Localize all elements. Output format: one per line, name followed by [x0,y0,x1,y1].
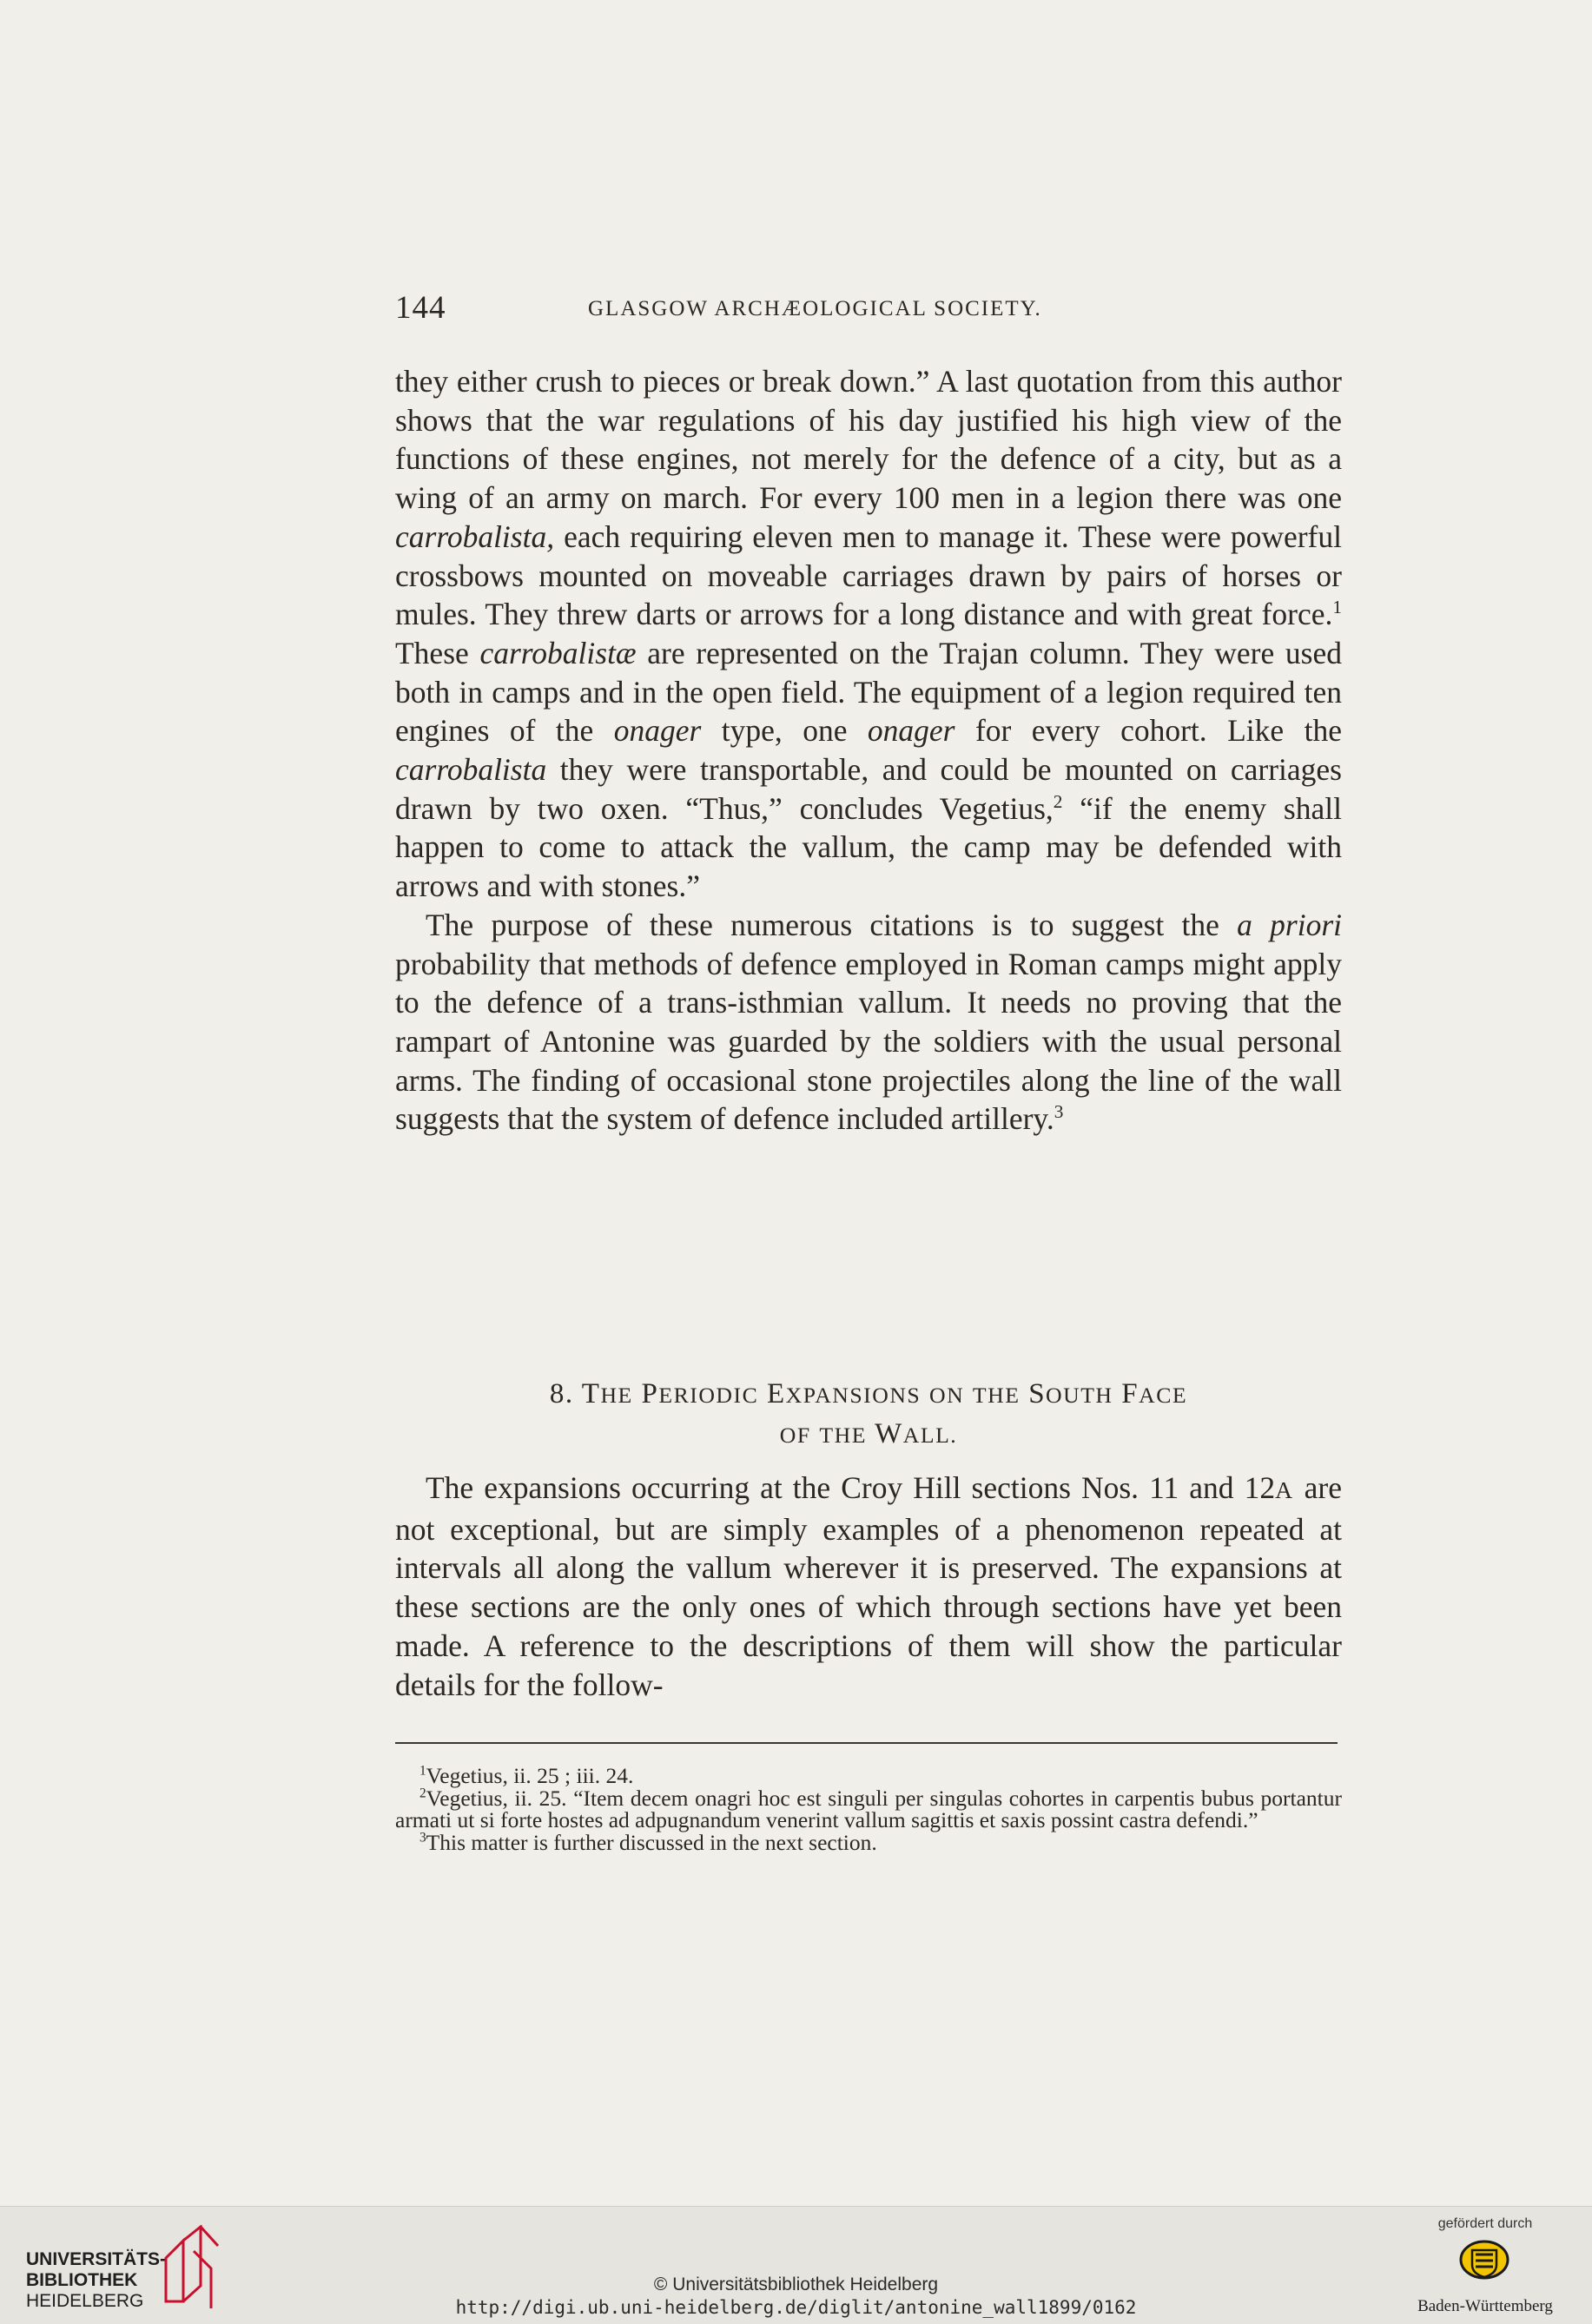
italic-term: onager [867,713,955,749]
footnote-ref[interactable]: 1 [1332,597,1342,618]
italic-term: carrobalista, [395,518,555,554]
cap: S [1028,1378,1047,1410]
cap: F [1121,1378,1140,1410]
smallcaps: A [1275,1476,1294,1503]
running-title: GLASGOW ARCHÆOLOGICAL SOCIETY. [588,297,1042,320]
paragraph [395,1469,1342,1704]
footnote-mark: 2 [419,1786,426,1800]
footnote-text: Vegetius, ii. 25 ; iii. 24. [426,1763,634,1788]
permalink[interactable]: http://digi.ub.uni-heidelberg.de/diglit/antonine_wall1899/0162 [455,2297,1137,2318]
coat-of-arms-icon[interactable] [1459,2239,1509,2281]
paragraph [395,906,1342,1139]
footnote [395,1829,1342,1855]
footnote-text: This matter is further discussed in the next section. [426,1829,877,1855]
text-run: they either crush to pieces or break down.” A last quotation from this author shows that the war regulations of his day justified his high view of the functions of these engines, not merely for the defence of a city, but as a wing of an army on march. For every 100 men in a legion there was one [395,364,1342,516]
footnote-text: Vegetius, ii. 25. “Item decem onagri hoc est singuli per singulas cohortes in carpentis bubus portantur armati ut si forte hostes ad adpugnandum venerint vallum sagittis et saxis possint castra defendi.” [395,1785,1342,1832]
funder-name: Baden-Württemberg [1417,2297,1553,2315]
text-run: The purpose of these numerous citations is to suggest the [426,907,1238,942]
body-text-continued [395,1469,1342,1704]
copyright-notice: © Universitätsbibliothek Heidelberg [653,2274,939,2294]
cap: T [581,1378,601,1410]
text-run: for every cohort. Like the [955,713,1342,749]
paragraph [395,362,1342,906]
heading-line [395,1375,1342,1415]
heading-line [395,1415,1342,1455]
section-heading [395,1375,1342,1455]
smallcaps: OF [779,1423,811,1448]
footnote-ref[interactable]: 3 [1054,1101,1064,1123]
footnote [395,1765,1342,1787]
text-run: “if the enemy shall happen to come to attack the vallum, the camp may be defended with arrows and with stones.” [395,790,1342,904]
footnote-mark: 3 [419,1830,426,1845]
footnote-ref[interactable]: 2 [1053,790,1063,812]
footnote-divider [395,1742,1338,1744]
text-run: probability that methods of defence employed in Roman camps might apply to the defence of a trans-isthmian vallum. It needs no proving that the rampart of Antonine was guarded by the soldiers with the usual personal arms. The finding of occasional stone projectiles along the line of the wall suggests that the system of defence included artillery. [395,946,1342,1137]
smallcaps: ON [928,1383,965,1408]
text-run: they were transportable, and could be mounted on carriages drawn by two oxen. “Thus,” concludes Vegetius, [395,752,1342,826]
italic-term: carrobalistæ [479,635,637,670]
text-run: are not exceptional, but are simply examples of a phenomenon repeated at intervals all along the vallum wherever it is preserved. The expansions at these sections are the only ones of which through sections have yet been made. A reference to the descriptions of them will show the particular details for the follow- [395,1470,1342,1702]
text-run: type, one [701,713,868,749]
page-number: 144 [395,290,446,326]
text-run: These [395,635,480,670]
smallcaps: ALL. [902,1423,958,1448]
smallcaps: ERIODIC [658,1383,759,1408]
cap: E [766,1378,786,1410]
text-run: each requiring eleven men to manage it. These were powerful crossbows mounted on moveable carriages drawn by pairs of horses or mules. They threw darts or arrows for a long distance and with great force. [395,518,1342,632]
smallcaps: XPANSIONS [785,1383,922,1408]
running-head [395,289,1342,329]
body-text [395,362,1342,1139]
smallcaps: OUTH [1046,1383,1113,1408]
library-name-line: BIBLIOTHEK [26,2270,138,2290]
smallcaps: THE [972,1383,1021,1408]
library-name-line: UNIVERSITÄTS- [26,2249,167,2269]
text-run: The expansions occurring at the Croy Hill sections Nos. 11 and 12 [426,1470,1276,1505]
cap: P [641,1378,659,1410]
footnote-mark: 1 [419,1763,426,1779]
funder-label: gefördert durch [1437,2216,1533,2231]
library-name-line: HEIDELBERG [26,2291,144,2311]
text-run: are represented on the Trajan column. They were used both in camps and in the open field. The equipment of a legion required ten engines of the [395,635,1343,749]
footnote [395,1787,1342,1832]
cap: W [875,1418,903,1449]
smallcaps: ACE [1139,1383,1188,1408]
section-number: 8. [549,1378,582,1410]
smallcaps: HE [600,1383,633,1408]
italic-term: onager [613,713,702,749]
italic-term: a priori [1237,907,1343,942]
footnotes [395,1765,1342,1853]
italic-term: carrobalista [395,752,547,788]
smallcaps: THE [819,1423,867,1448]
